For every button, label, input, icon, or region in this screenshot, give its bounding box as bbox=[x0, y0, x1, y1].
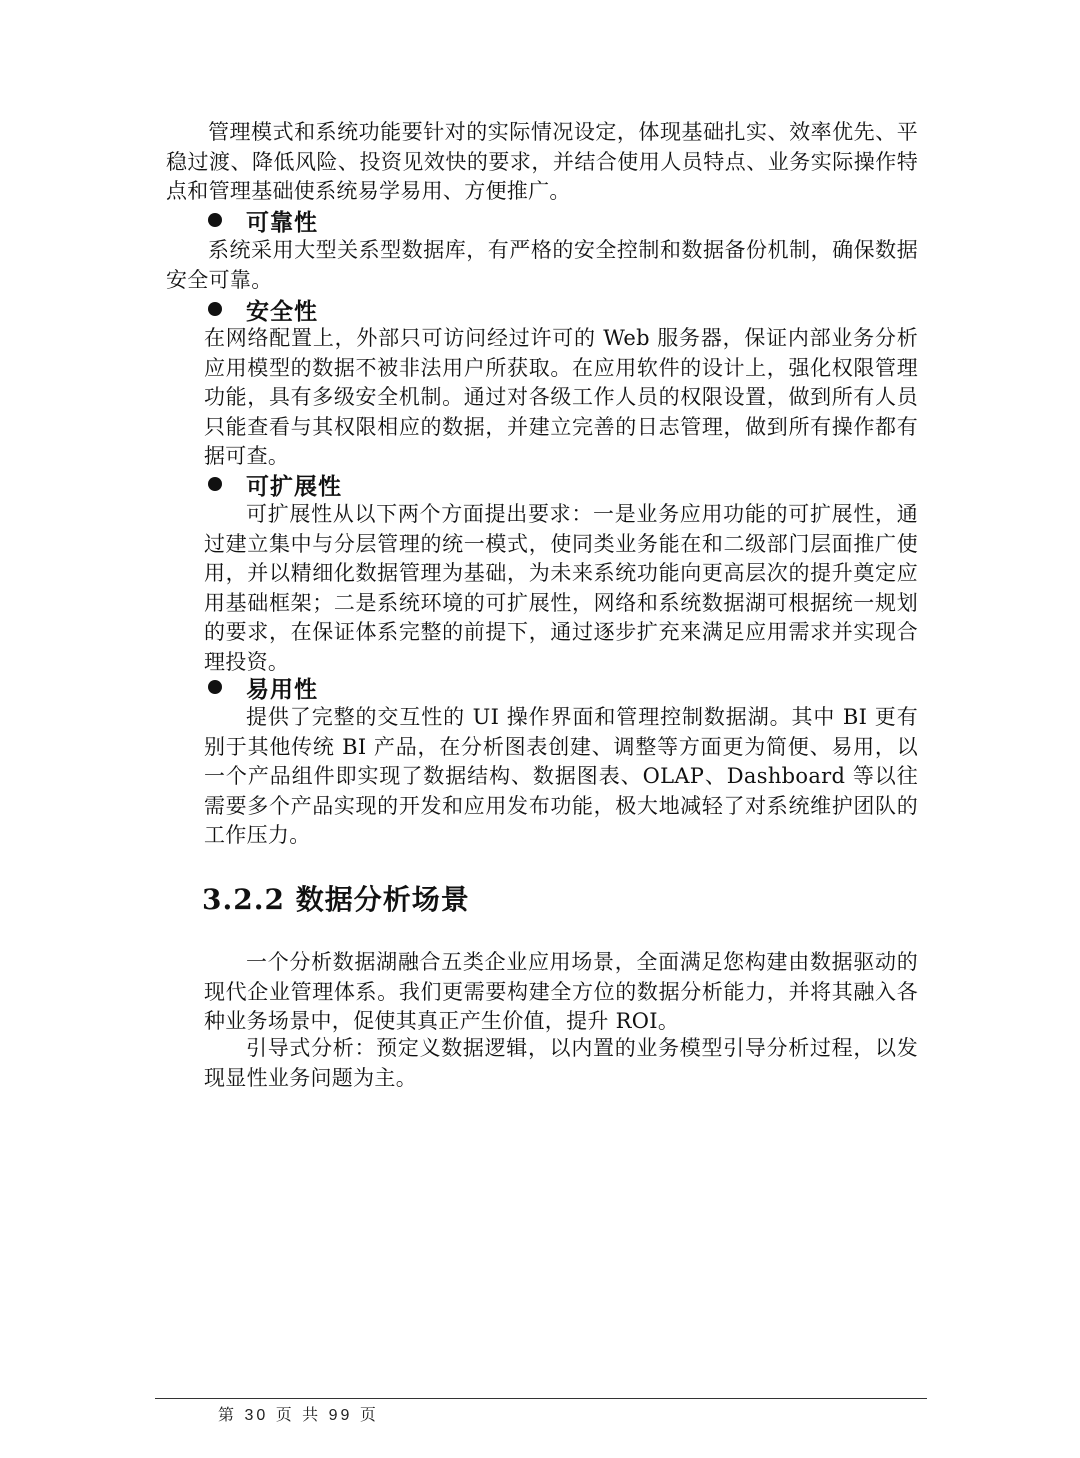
bullet-dot-icon bbox=[208, 477, 222, 491]
page-number: 第 30 页 共 99 页 bbox=[218, 1407, 379, 1424]
bullet-item-security bbox=[208, 294, 318, 324]
bullet-dot-icon bbox=[208, 213, 222, 227]
paragraph-security: 在网络配置上，外部只可访问经过许可的 Web 服务器，保证内部业务分析应用模型的数据不被非法用户所获取。在应用软件的设计上，强化权限管理功能，具有多级安全机制。通过对各级工作人员的权限设置，做到所有人员只能查看与其权限相应的数据，并建立完善的日志管理，做到所有操作都有据可查。 bbox=[204, 326, 918, 468]
bullet-title: 可扩展性 bbox=[246, 472, 342, 500]
bullet-title: 可靠性 bbox=[246, 208, 318, 236]
footer-divider bbox=[155, 1398, 927, 1399]
bullet-title: 易用性 bbox=[246, 675, 318, 703]
section-heading: 3.2.2 数据分析场景 bbox=[202, 883, 470, 916]
paragraph-extensibility: 可扩展性从以下两个方面提出要求：一是业务应用功能的可扩展性，通过建立集中与分层管理的统一模式，使同类业务能在和二级部门层面推广使用，并以精细化数据管理为基础，为未来系统功能向更高层次的提升奠定应用基础框架；二是系统环境的可扩展性，网络和系统数据湖可根据统一规划的要求，在保证体系完整的前提下，通过逐步扩充来满足应用需求并实现合理投资。 bbox=[204, 502, 918, 674]
bullet-dot-icon bbox=[208, 680, 222, 694]
paragraph-guided-analysis: 引导式分析：预定义数据逻辑，以内置的业务模型引导分析过程，以发现显性业务问题为主。 bbox=[204, 1036, 918, 1090]
bullet-item-usability bbox=[208, 672, 318, 702]
bullet-dot-icon bbox=[208, 302, 222, 316]
paragraph-scenario-intro: 一个分析数据湖融合五类企业应用场景，全面满足您构建由数据驱动的现代企业管理体系。我们更需要构建全方位的数据分析能力，并将其融入各种业务场景中，促使其真正产生价值，提升 ROI。 bbox=[204, 950, 918, 1033]
paragraph-intro: 管理模式和系统功能要针对的实际情况设定，体现基础扎实、效率优先、平稳过渡、降低风险、投资见效快的要求，并结合使用人员特点、业务实际操作特点和管理基础使系统易学易用、方便推广。 bbox=[166, 120, 918, 203]
bullet-item-extensibility bbox=[208, 469, 342, 499]
bullet-item-reliability bbox=[208, 205, 318, 235]
bullet-title: 安全性 bbox=[246, 297, 318, 325]
paragraph-usability: 提供了完整的交互性的 UI 操作界面和管理控制数据湖。其中 BI 更有别于其他传统 BI 产品，在分析图表创建、调整等方面更为简便、易用，以一个产品组件即实现了数据结构、数据图表、OLAP、Dashboard 等以往需要多个产品实现的开发和应用发布功能，极大地减轻了对系统维护团队的工作压力。 bbox=[204, 705, 918, 847]
paragraph-reliability: 系统采用大型关系型数据库，有严格的安全控制和数据备份机制，确保数据安全可靠。 bbox=[166, 238, 918, 292]
